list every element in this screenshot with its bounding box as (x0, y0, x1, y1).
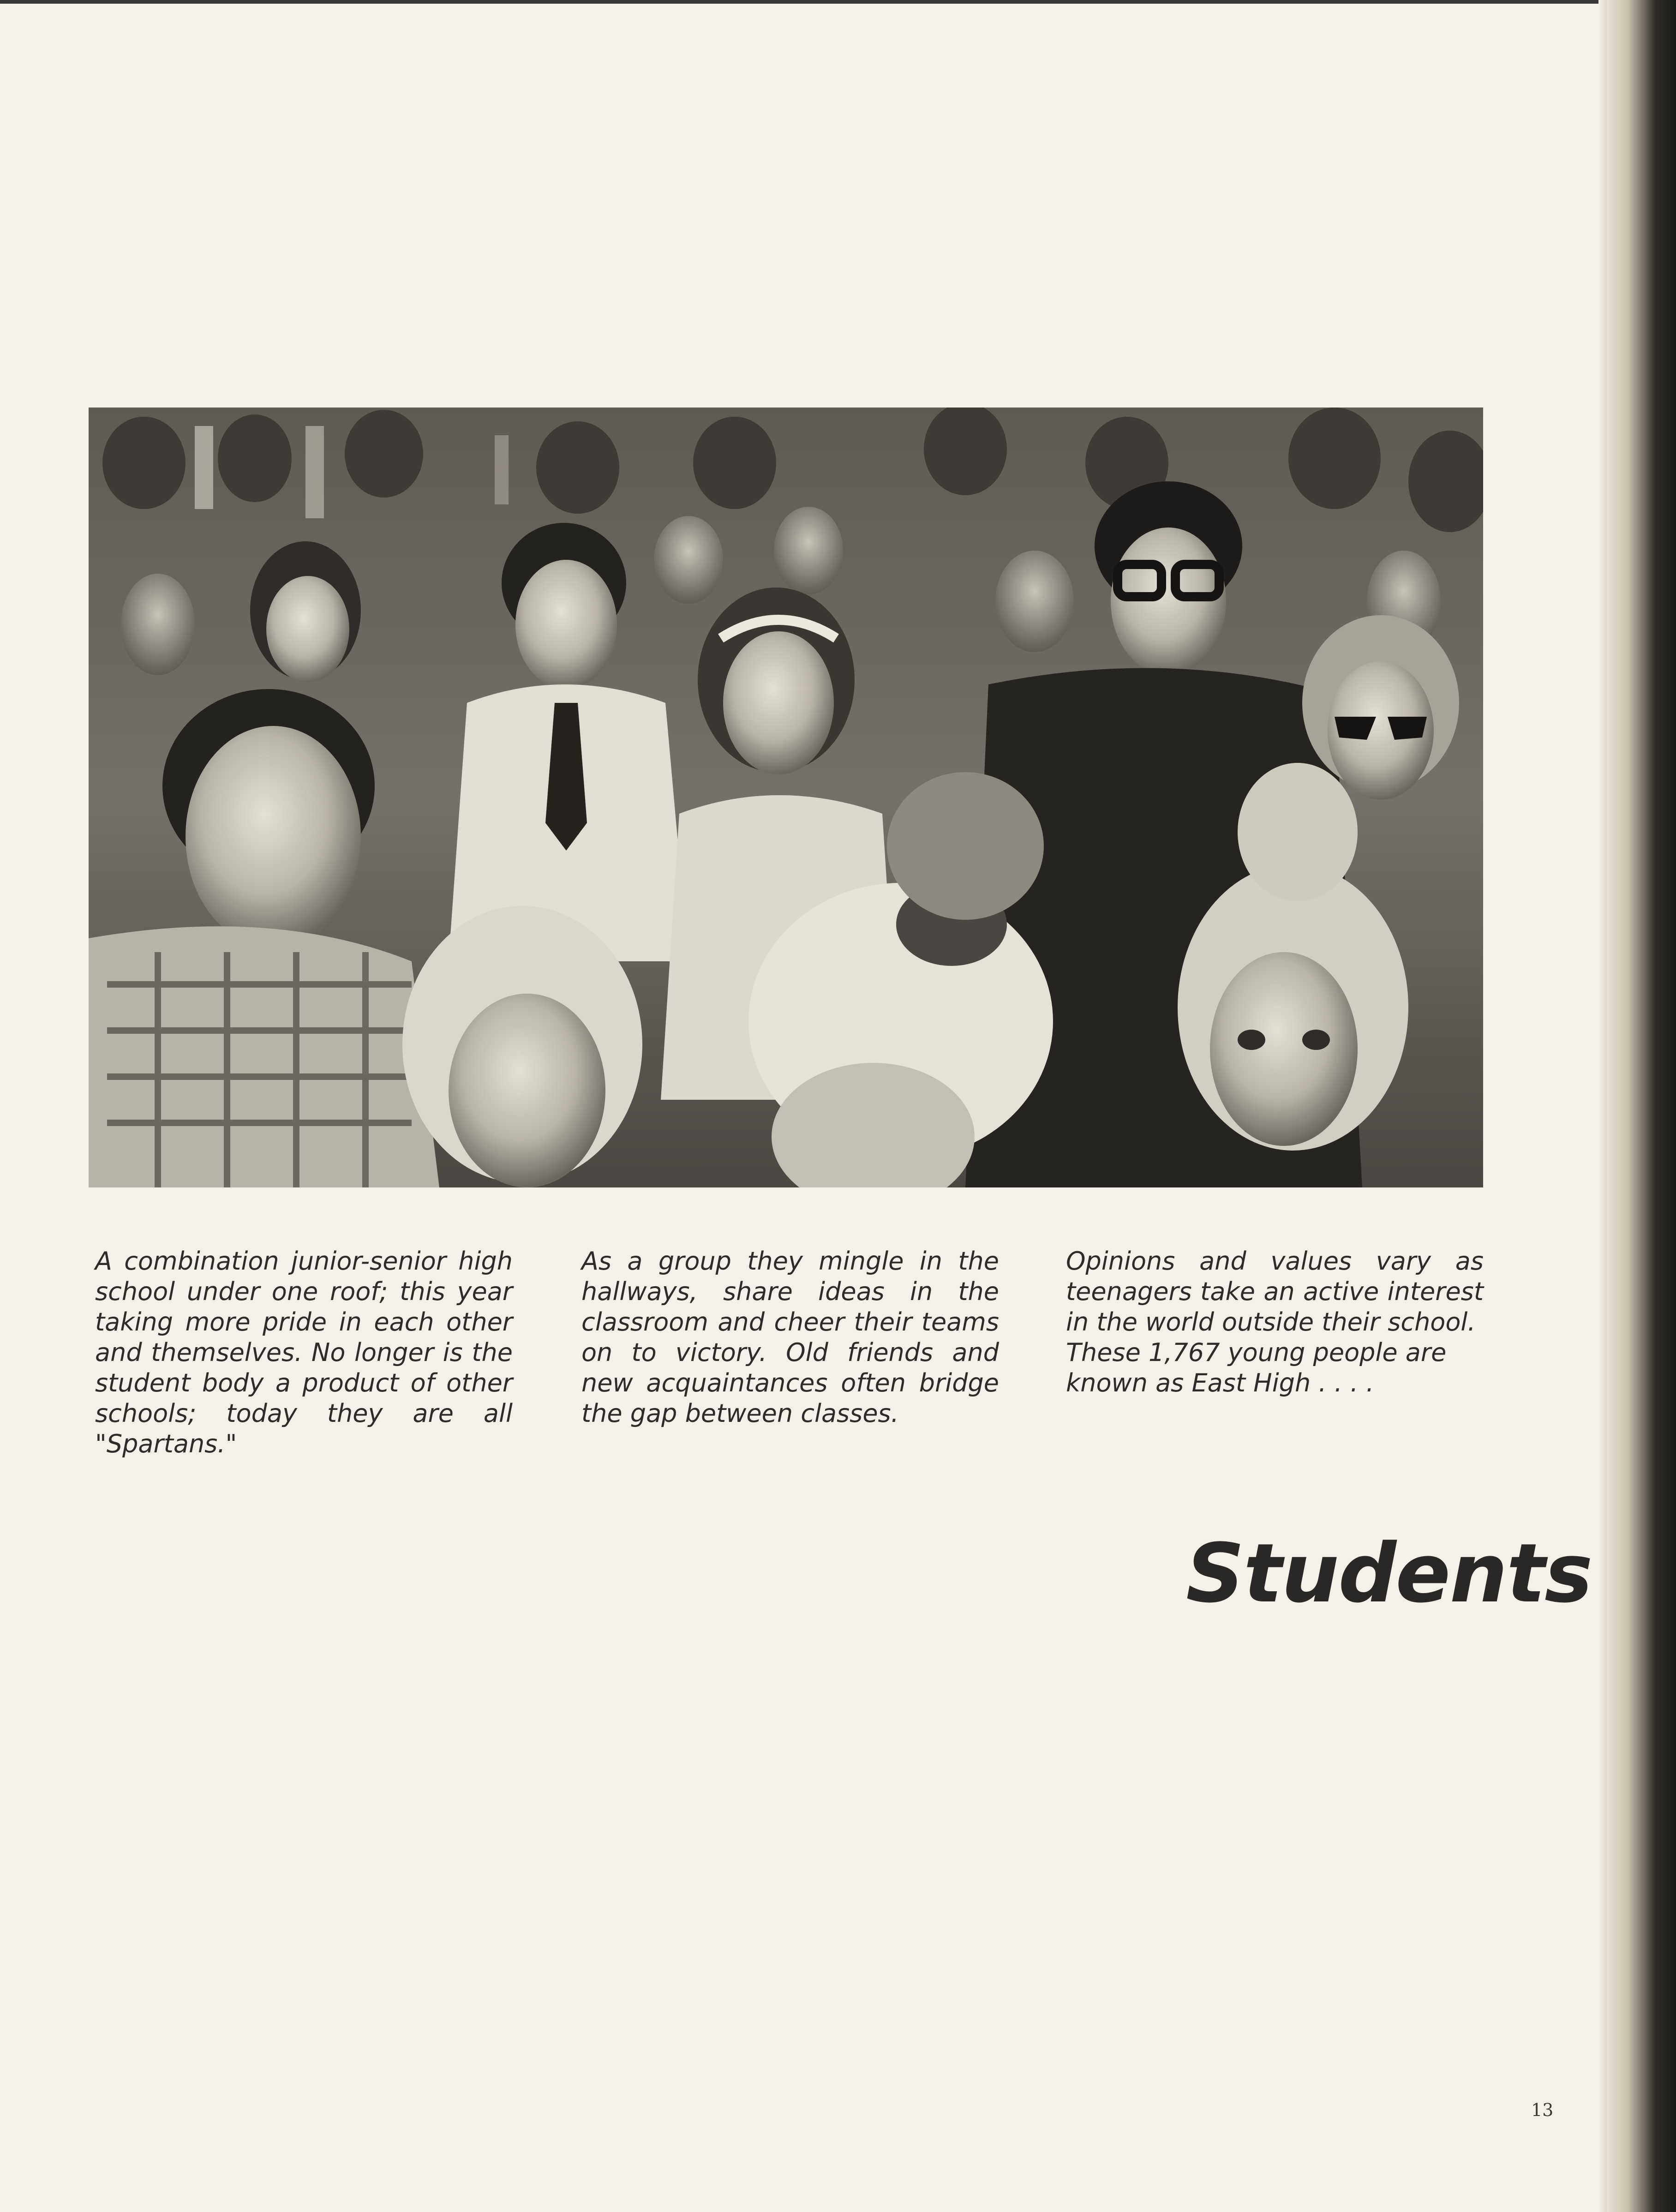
caption-column-2 (581, 1246, 999, 1429)
caption-column-3 (1066, 1246, 1484, 1398)
book-spine (1607, 0, 1676, 2212)
caption-text-1: A combination junior-senior high school under one roof; this year taking more pride in each other and themselves. No longer is the student body a product of other schools; today they are all "Spartans." (95, 1247, 513, 1458)
page-number: 13 (1531, 2100, 1554, 2120)
top-edge-rule (0, 0, 1676, 4)
caption-text-3b: These 1,767 young people are known as East High . . . . (1066, 1338, 1447, 1397)
crowd-of-students-photo (89, 408, 1483, 1187)
section-title: Students (1186, 1526, 1592, 1621)
photo-illustration (89, 408, 1483, 1187)
caption-text-2: As a group they mingle in the hallways, share ideas in the classroom and cheer their teams on to victory. Old friends and new acquaintances often bridge the gap between classes. (581, 1247, 999, 1428)
caption-text-3a: Opinions and values vary as teenagers take an active interest in the world outside their school. (1066, 1247, 1484, 1337)
caption-column-1 (95, 1246, 513, 1459)
page-edge-shadow (1598, 0, 1607, 2212)
